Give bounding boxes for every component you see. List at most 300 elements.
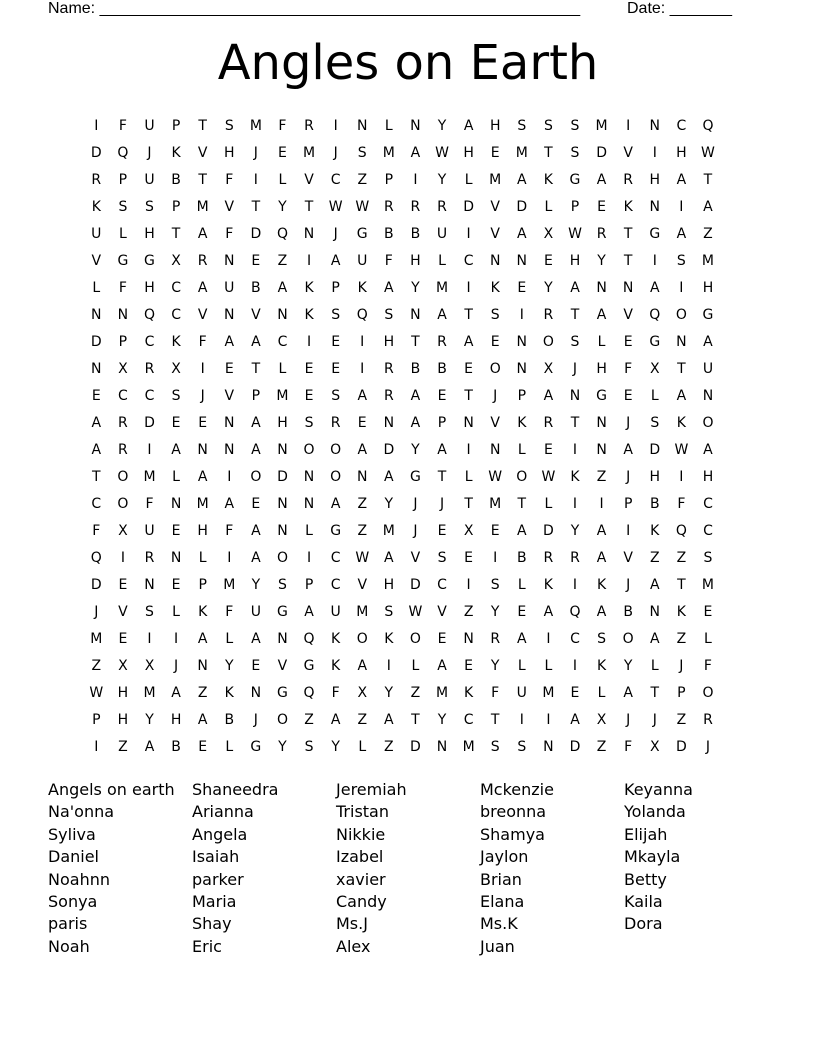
grid-letter: X <box>357 685 368 701</box>
grid-letter: N <box>569 388 581 404</box>
grid-letter: N <box>277 442 288 458</box>
grid-row <box>83 302 721 329</box>
grid-letter: F <box>677 496 686 512</box>
word-list-item: Noahnn <box>48 869 110 889</box>
grid-letter: H <box>117 712 129 728</box>
grid-letter: D <box>410 739 421 755</box>
grid-letter: K <box>596 577 607 593</box>
word-list-item: Sonya <box>48 892 98 912</box>
grid-letter: E <box>490 145 500 161</box>
grid-letter: M <box>90 631 103 647</box>
grid-letter: I <box>652 253 657 269</box>
grid-letter: A <box>437 307 447 323</box>
grid-letter: E <box>543 442 553 458</box>
grid-letter: C <box>171 280 181 296</box>
grid-letter: A <box>410 145 421 161</box>
grid-letter: A <box>197 469 208 485</box>
grid-letter: Q <box>143 307 155 323</box>
word-list-item: paris <box>48 914 88 934</box>
grid-letter: K <box>304 280 314 296</box>
grid-letter: D <box>90 577 102 593</box>
grid-letter: M <box>143 685 156 701</box>
grid-letter: A <box>676 172 687 188</box>
grid-letter: R <box>118 415 128 431</box>
grid-letter: S <box>703 550 713 566</box>
grid-letter: N <box>170 496 182 512</box>
grid-letter: X <box>463 523 474 539</box>
grid-letter: G <box>702 307 714 323</box>
grid-letter: J <box>626 712 631 728</box>
grid-row <box>83 248 721 275</box>
grid-letter: K <box>570 469 580 485</box>
grid-letter: N <box>356 469 368 485</box>
grid-letter: T <box>411 334 420 350</box>
grid-letter: C <box>570 631 580 647</box>
grid-letter: H <box>596 361 607 377</box>
word-list-item: Elijah <box>624 824 668 844</box>
word-list-item: Ms.K <box>480 914 518 934</box>
grid-letter: M <box>276 388 289 404</box>
grid-letter: K <box>171 145 181 161</box>
grid-letter: A <box>623 685 633 701</box>
grid-letter: A <box>251 415 261 431</box>
grid-letter: U <box>250 604 261 620</box>
grid-letter: Z <box>277 253 288 269</box>
grid-letter: S <box>597 631 607 647</box>
grid-letter: L <box>172 604 180 620</box>
grid-letter: I <box>147 631 152 647</box>
grid-letter: E <box>224 361 234 377</box>
grid-letter: E <box>91 388 101 404</box>
grid-letter: U <box>91 226 102 242</box>
grid-letter: U <box>144 172 155 188</box>
grid-letter: T <box>703 172 713 188</box>
grid-letter: D <box>543 523 554 539</box>
grid-letter: K <box>384 631 394 647</box>
grid-letter: O <box>117 496 129 512</box>
grid-letter: G <box>649 334 661 350</box>
grid-letter: O <box>702 415 714 431</box>
grid-letter: V <box>623 307 633 323</box>
grid-letter: D <box>463 199 474 215</box>
grid-letter: A <box>330 712 341 728</box>
grid-letter: J <box>253 145 258 161</box>
grid-letter: O <box>330 469 342 485</box>
grid-letter: F <box>118 280 127 296</box>
grid-letter: E <box>118 577 128 593</box>
grid-letter: L <box>358 739 367 755</box>
grid-letter: G <box>596 388 607 404</box>
grid-letter: A <box>517 172 527 188</box>
grid-letter: N <box>543 739 554 755</box>
word-list-item: Mkayla <box>624 847 681 867</box>
grid-letter: X <box>118 361 128 377</box>
grid-letter: N <box>224 415 235 431</box>
grid-letter: G <box>356 226 368 242</box>
grid-letter: D <box>569 739 581 755</box>
grid-row <box>83 356 721 383</box>
grid-letter: V <box>304 172 314 188</box>
grid-letter: R <box>543 550 554 566</box>
grid-letter: C <box>463 253 474 269</box>
grid-letter: A <box>197 631 208 647</box>
grid-letter: E <box>543 253 553 269</box>
grid-letter: D <box>410 577 421 593</box>
grid-letter: A <box>517 631 527 647</box>
grid-letter: U <box>330 604 341 620</box>
grid-letter: N <box>303 469 315 485</box>
grid-letter: A <box>517 226 527 242</box>
grid-letter: N <box>649 604 660 620</box>
grid-letter: Z <box>384 739 394 755</box>
grid-letter: S <box>331 388 341 404</box>
grid-letter: Y <box>411 442 420 458</box>
grid-letter: A <box>676 226 687 242</box>
grid-letter: L <box>650 388 659 404</box>
grid-letter: H <box>383 577 395 593</box>
page-title: Angles on Earth <box>217 35 599 91</box>
grid-letter: M <box>303 145 316 161</box>
grid-letter: D <box>277 469 288 485</box>
grid-letter: Z <box>357 172 368 188</box>
grid-letter: A <box>649 631 660 647</box>
grid-letter: N <box>622 280 634 296</box>
grid-letter: O <box>330 442 342 458</box>
grid-letter: A <box>596 523 607 539</box>
grid-letter: M <box>489 496 502 512</box>
grid-letter: F <box>278 118 287 134</box>
grid-letter: J <box>333 145 338 161</box>
word-list-item: Dora <box>624 914 663 934</box>
grid-letter: R <box>703 712 713 728</box>
grid-row <box>83 275 721 302</box>
grid-letter: T <box>677 577 686 593</box>
grid-letter: O <box>356 631 368 647</box>
grid-letter: D <box>516 199 528 215</box>
grid-letter: Z <box>410 685 421 701</box>
grid-letter: E <box>437 631 447 647</box>
grid-letter: L <box>544 496 553 512</box>
grid-letter: J <box>439 496 445 512</box>
word-column <box>192 779 336 958</box>
grid-letter: Y <box>411 280 420 296</box>
word-list-item: Izabel <box>336 847 384 867</box>
grid-letter: A <box>91 442 102 458</box>
grid-letter: W <box>541 469 556 485</box>
grid-letter: S <box>384 604 394 620</box>
grid-letter: I <box>546 712 551 728</box>
grid-letter: K <box>650 523 660 539</box>
grid-letter: H <box>702 280 714 296</box>
grid-letter: H <box>649 469 661 485</box>
grid-letter: E <box>623 334 633 350</box>
grid-letter: T <box>92 469 101 485</box>
grid-letter: I <box>94 118 99 134</box>
grid-letter: Q <box>649 307 661 323</box>
grid-letter: H <box>463 145 474 161</box>
grid-letter: I <box>253 172 258 188</box>
grid-letter: Y <box>490 658 500 674</box>
word-list-item: Shay <box>192 914 232 934</box>
grid-letter: E <box>331 361 341 377</box>
grid-row <box>83 329 721 356</box>
grid-letter: P <box>677 685 686 701</box>
grid-letter: P <box>118 334 128 350</box>
grid-letter: T <box>517 496 527 512</box>
grid-letter: T <box>251 199 261 215</box>
grid-letter: M <box>542 685 555 701</box>
grid-letter: M <box>143 469 156 485</box>
word-list-item: Isaiah <box>192 847 240 867</box>
grid-letter: A <box>703 199 713 215</box>
grid-letter: F <box>703 658 712 674</box>
grid-letter: Z <box>357 712 368 728</box>
grid-letter: Y <box>597 253 606 269</box>
grid-letter: X <box>144 658 155 674</box>
grid-letter: J <box>493 388 498 404</box>
grid-letter: V <box>490 226 500 242</box>
word-list-item: Maria <box>192 892 237 912</box>
grid-letter: D <box>675 739 687 755</box>
grid-letter: L <box>597 685 606 701</box>
grid-letter: Y <box>623 658 633 674</box>
grid-letter: N <box>436 739 448 755</box>
word-list-item: Alex <box>336 936 371 956</box>
grid-letter: N <box>516 361 528 377</box>
word-list-item: Daniel <box>48 847 99 867</box>
grid-letter: X <box>649 361 660 377</box>
grid-letter: Q <box>569 604 581 620</box>
grid-letter: A <box>703 442 713 458</box>
grid-letter: S <box>543 118 553 134</box>
grid-letter: O <box>303 442 315 458</box>
word-list-item: Yolanda <box>624 802 686 822</box>
grid-letter: J <box>572 361 578 377</box>
word-list-item: parker <box>192 869 244 889</box>
grid-letter: E <box>517 604 527 620</box>
grid-letter: R <box>144 550 155 566</box>
grid-letter: A <box>543 604 554 620</box>
grid-letter: S <box>304 415 314 431</box>
grid-letter: R <box>437 334 447 350</box>
grid-letter: C <box>171 307 181 323</box>
grid-letter: E <box>118 631 128 647</box>
grid-letter: I <box>466 226 471 242</box>
grid-letter: J <box>94 604 99 620</box>
grid-letter: E <box>597 199 606 215</box>
grid-letter: W <box>674 442 689 458</box>
grid-letter: T <box>171 226 181 242</box>
grid-row <box>83 167 721 194</box>
grid-row <box>83 653 721 680</box>
grid-letter: K <box>91 199 101 215</box>
grid-letter: V <box>623 145 633 161</box>
grid-letter: V <box>91 253 102 269</box>
grid-letter: E <box>437 388 447 404</box>
grid-row <box>83 140 721 167</box>
grid-letter: Z <box>118 739 128 755</box>
grid-letter: H <box>383 334 395 350</box>
grid-letter: N <box>489 442 501 458</box>
grid-letter: A <box>596 172 607 188</box>
grid-letter: Z <box>463 604 474 620</box>
grid-letter: L <box>597 334 606 350</box>
grid-letter: L <box>517 442 526 458</box>
grid-letter: R <box>383 388 394 404</box>
grid-letter: I <box>679 280 684 296</box>
grid-letter: F <box>225 226 234 242</box>
grid-letter: R <box>570 550 580 566</box>
grid-letter: E <box>251 253 261 269</box>
word-list-item: Jaylon <box>480 847 529 867</box>
word-column <box>624 779 768 936</box>
word-list-item: Brian <box>480 869 522 889</box>
grid-letter: Z <box>703 226 713 242</box>
grid-letter: F <box>225 172 234 188</box>
grid-letter: J <box>147 145 152 161</box>
grid-letter: G <box>277 604 288 620</box>
grid-letter: I <box>306 253 312 269</box>
grid-letter: N <box>596 280 607 296</box>
grid-row <box>83 626 721 653</box>
grid-letter: C <box>91 496 102 512</box>
word-list-item: Keyanna <box>624 780 693 799</box>
grid-letter: B <box>410 226 421 242</box>
grid-letter: Z <box>676 550 687 566</box>
grid-letter: A <box>224 496 235 512</box>
grid-letter: N <box>91 307 102 323</box>
grid-letter: I <box>572 577 578 593</box>
grid-letter: D <box>90 334 102 350</box>
grid-letter: L <box>225 631 234 647</box>
grid-letter: K <box>198 604 208 620</box>
grid-letter: F <box>225 604 234 620</box>
grid-letter: L <box>438 253 446 269</box>
grid-letter: P <box>437 415 447 431</box>
grid-letter: P <box>623 496 633 512</box>
grid-letter: S <box>145 604 154 620</box>
grid-letter: J <box>626 469 631 485</box>
grid-row <box>83 464 721 491</box>
word-list-item: Elana <box>480 892 525 912</box>
grid-letter: J <box>679 658 684 674</box>
grid-letter: C <box>330 172 341 188</box>
grid-letter: K <box>331 631 341 647</box>
grid-letter: C <box>703 523 713 539</box>
letter-grid <box>83 113 721 761</box>
grid-letter: B <box>437 361 447 377</box>
grid-letter: Q <box>276 226 288 242</box>
grid-letter: Z <box>197 685 208 701</box>
grid-letter: V <box>623 550 633 566</box>
grid-row <box>83 221 721 248</box>
grid-letter: T <box>623 253 633 269</box>
name-line: Name: ______________________________________________________ <box>48 0 581 17</box>
grid-letter: H <box>676 145 687 161</box>
grid-row <box>83 491 721 518</box>
grid-letter: N <box>170 550 182 566</box>
grid-letter: S <box>517 118 527 134</box>
grid-letter: N <box>224 307 235 323</box>
grid-letter: T <box>198 172 207 188</box>
grid-letter: A <box>251 550 261 566</box>
grid-letter: M <box>489 172 502 188</box>
grid-row <box>83 734 721 761</box>
grid-letter: G <box>569 172 581 188</box>
grid-letter: T <box>464 307 473 323</box>
word-list-item: Betty <box>624 869 667 889</box>
grid-letter: E <box>357 415 367 431</box>
grid-letter: I <box>94 739 99 755</box>
grid-letter: K <box>596 658 607 674</box>
grid-letter: N <box>197 658 208 674</box>
grid-letter: I <box>572 658 578 674</box>
grid-letter: K <box>623 199 633 215</box>
grid-letter: L <box>305 523 313 539</box>
word-list-item: Shaneedra <box>192 780 279 799</box>
grid-letter: Z <box>304 712 314 728</box>
grid-letter: K <box>224 685 234 701</box>
grid-letter: J <box>413 523 418 539</box>
grid-letter: A <box>304 604 314 620</box>
grid-letter: A <box>410 415 421 431</box>
grid-letter: V <box>197 145 208 161</box>
grid-letter: Y <box>437 712 447 728</box>
grid-letter: X <box>171 253 181 269</box>
grid-letter: I <box>174 631 179 647</box>
grid-letter: F <box>145 496 154 512</box>
grid-letter: V <box>197 307 208 323</box>
grid-letter: A <box>171 685 181 701</box>
grid-letter: J <box>174 658 179 674</box>
grid-letter: I <box>333 118 338 134</box>
grid-letter: N <box>463 631 474 647</box>
grid-letter: Q <box>702 118 714 134</box>
grid-letter: T <box>251 361 261 377</box>
grid-letter: M <box>701 577 714 593</box>
grid-letter: M <box>435 685 449 701</box>
grid-letter: L <box>225 739 234 755</box>
grid-letter: G <box>277 685 288 701</box>
grid-letter: L <box>278 361 287 377</box>
grid-letter: B <box>623 604 633 620</box>
grid-letter: E <box>251 658 261 674</box>
grid-letter: E <box>570 685 580 701</box>
grid-letter: A <box>570 712 580 728</box>
grid-letter: Z <box>596 469 607 485</box>
word-list-item: Jeremiah <box>336 780 407 799</box>
grid-letter: I <box>360 334 365 350</box>
word-list-item: Candy <box>336 892 387 912</box>
grid-letter: M <box>196 496 209 512</box>
grid-letter: X <box>118 523 128 539</box>
grid-letter: U <box>144 118 155 134</box>
grid-letter: V <box>224 388 235 404</box>
grid-letter: X <box>596 712 607 728</box>
grid-letter: C <box>330 550 341 566</box>
grid-letter: N <box>410 307 421 323</box>
grid-letter: N <box>277 307 288 323</box>
grid-letter: E <box>490 523 500 539</box>
grid-letter: N <box>596 442 607 458</box>
grid-letter: T <box>677 361 686 377</box>
grid-letter: J <box>253 712 258 728</box>
grid-letter: L <box>278 172 287 188</box>
grid-letter: Z <box>649 550 660 566</box>
grid-letter: L <box>411 658 420 674</box>
grid-letter: W <box>355 199 370 215</box>
grid-letter: N <box>383 415 395 431</box>
